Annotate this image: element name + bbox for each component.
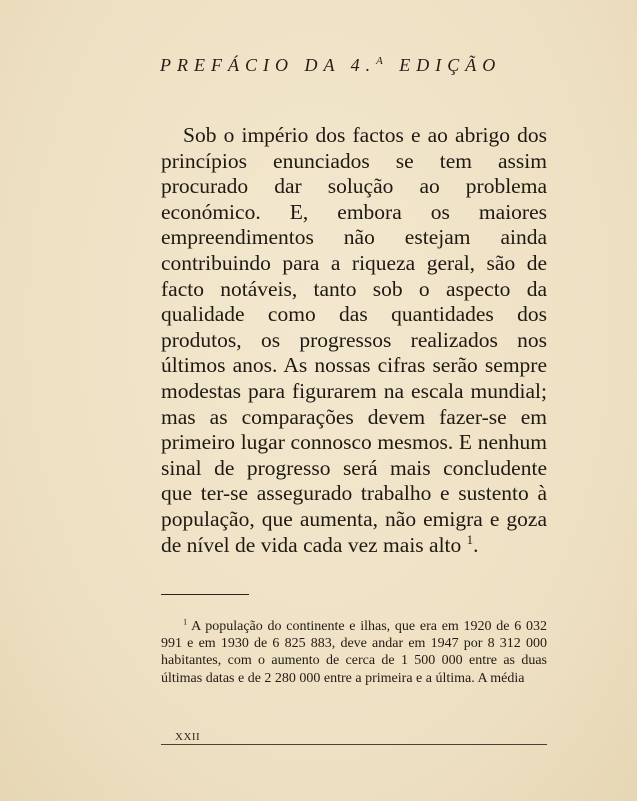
footnote-text: A população do continente e ilhas, que era em 1920 de 6 032 991 e em 1930 de 6 825 883, deve andar em 1947 por 8 312 000 habitantes, com o aumento de cerca de 1 500 000 entre as duas últimas datas e de 2 280 000 entre a primeira e a última. A média <box>161 619 547 686</box>
page-footer <box>161 731 547 751</box>
main-paragraph-text: Sob o império dos factos e ao abrigo dos princípios enunciados se tem assim procurado dar solução ao problema económico. E, embora os maiores empreendimentos não estejam ainda contribuindo para a riqueza geral, são de facto notáveis, tanto sob o aspecto da qualidade como das quantidades dos produtos, os progressos realizados nos últimos anos. As nossas cifras serão sempre modestas para figurarem na escala mundial; mas as comparações devem fazer-se em primeiro lugar connosco mesmos. E nenhum sinal de progresso será mais concludente que ter-se assegurado trabalho e sustento à população, que aumenta, não emigra e goza de nível de vida cada vez mais alto <box>161 123 547 557</box>
footnote-paragraph <box>161 618 547 687</box>
running-header <box>160 55 560 76</box>
page-number: XXII <box>175 731 201 743</box>
main-paragraph <box>161 123 547 558</box>
footer-rule <box>161 744 547 745</box>
main-paragraph-block <box>161 123 547 558</box>
footnote-separator <box>161 594 249 595</box>
header-title-main: PREFÁCIO DA 4. <box>160 55 377 75</box>
main-paragraph-end: . <box>473 532 479 557</box>
footnote-block <box>161 618 547 687</box>
footnote-marker: 1 <box>183 617 188 627</box>
footnote-reference: 1 <box>466 532 474 547</box>
header-title-end: EDIÇÃO <box>388 55 502 75</box>
header-title-superscript: A <box>376 55 389 67</box>
